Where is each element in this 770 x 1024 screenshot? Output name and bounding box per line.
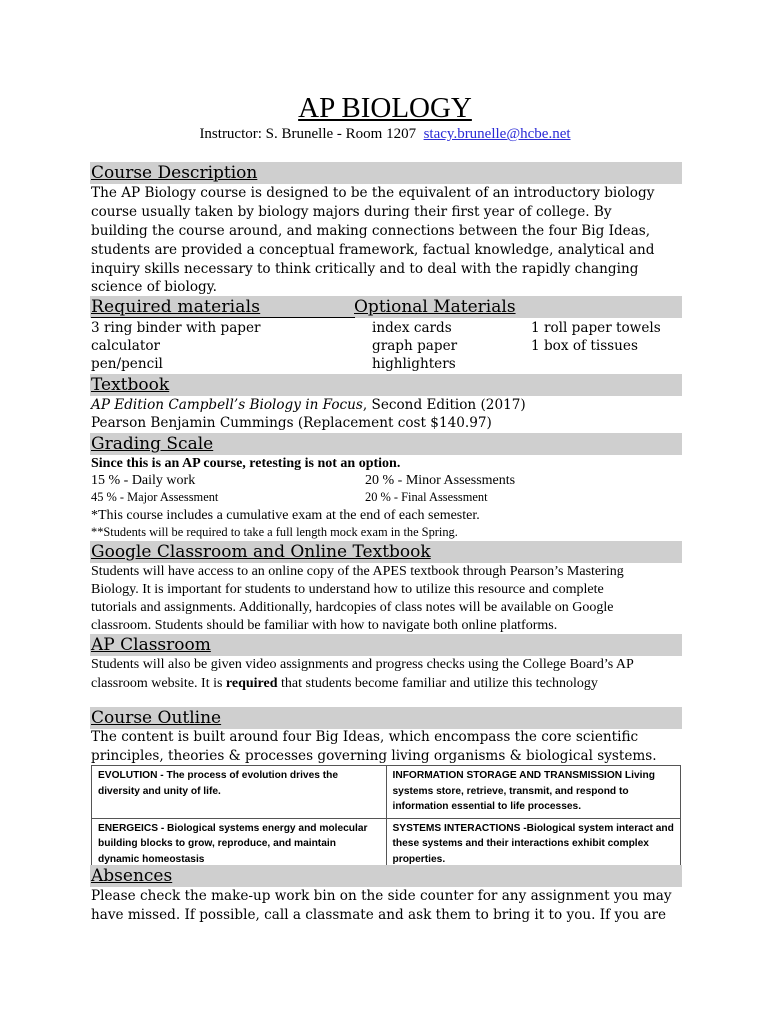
- ap-classroom-text: that students become familiar and utilize this technology: [277, 676, 598, 691]
- instructor-email-link[interactable]: stacy.brunelle@hcbe.net: [423, 126, 571, 142]
- ap-classroom-heading: AP Classroom: [91, 635, 211, 655]
- google-classroom-line: tutorials and assignments. Additionally, hardcopies of class notes will be available on Google: [91, 600, 614, 615]
- course-description-line: The AP Biology course is designed to be the equivalent of an introductory biology: [91, 185, 655, 201]
- grading-heading: Grading Scale: [91, 434, 214, 454]
- grading-notice: Since this is an AP course, retesting is not an option.: [91, 456, 401, 471]
- textbook-heading: Textbook: [91, 375, 170, 395]
- optional-item: highlighters: [372, 356, 456, 372]
- ap-classroom-line: [91, 676, 598, 692]
- grading-note: **Students will be required to take a full length mock exam in the Spring.: [91, 525, 458, 539]
- big-idea-cell: EVOLUTION - The process of evolution drives the diversity and unity of life.: [92, 766, 387, 819]
- big-ideas-table: [91, 765, 681, 871]
- page-title: AP BIOLOGY: [298, 92, 472, 124]
- required-item: calculator: [91, 338, 161, 354]
- grading-note: *This course includes a cumulative exam at the end of each semester.: [91, 508, 480, 523]
- course-description-line: science of biology.: [91, 279, 217, 295]
- optional-item: 1 roll paper towels: [531, 320, 661, 336]
- google-classroom-heading: Google Classroom and Online Textbook: [91, 542, 431, 562]
- optional-item: 1 box of tissues: [531, 338, 638, 354]
- course-description-line: inquiry skills necessary to think critically and to deal with the rapidly changing: [91, 261, 639, 277]
- big-idea-cell: SYSTEMS INTERACTIONS -Biological system interact and these systems and their interactions exhibit complex properties.: [386, 818, 681, 871]
- course-description-line: course usually taken by biology majors during their first year of college. By: [91, 204, 612, 220]
- instructor-text: Instructor: S. Brunelle - Room 1207: [199, 126, 417, 142]
- required-materials-heading: Required materials: [91, 297, 261, 317]
- optional-item: graph paper: [372, 338, 458, 354]
- grading-item: 45 % - Major Assessment: [91, 490, 219, 504]
- course-description-line: building the course around, and making connections between the four Big Ideas,: [91, 223, 651, 239]
- google-classroom-line: classroom. Students should be familiar with how to navigate both online platforms.: [91, 618, 558, 633]
- ap-classroom-line: Students will also be given video assignments and progress checks using the College Board’s AP: [91, 657, 634, 672]
- optional-materials-heading: Optional Materials: [354, 297, 516, 317]
- course-description-line: students are provided a conceptual framework, factual knowledge, analytical and: [91, 242, 655, 258]
- grading-item: 20 % - Minor Assessments: [365, 473, 516, 488]
- big-idea-cell: ENERGEICS - Biological systems energy and molecular building blocks to grow, reproduce, and maintain dynamic homeostasis: [92, 818, 387, 871]
- course-description-heading: Course Description: [91, 163, 258, 183]
- absences-line: Please check the make-up work bin on the side counter for any assignment you may: [91, 888, 672, 904]
- ap-classroom-text: classroom website. It is: [91, 676, 226, 691]
- big-idea-cell: INFORMATION STORAGE AND TRANSMISSION Living systems store, retrieve, transmit, and respond to information essential to life processes.: [386, 766, 681, 819]
- grading-item: 15 % - Daily work: [91, 473, 196, 488]
- absences-heading: Absences: [91, 866, 173, 886]
- absences-line: have missed. If possible, call a classmate and ask them to bring it to you. If you are: [91, 907, 667, 923]
- google-classroom-line: Students will have access to an online copy of the APES textbook through Pearson’s Mastering: [91, 564, 624, 579]
- textbook-edition: , Second Edition (2017): [362, 397, 526, 413]
- required-item: 3 ring binder with paper: [91, 320, 261, 336]
- absences-bar: [90, 865, 682, 887]
- instructor-line: [0, 126, 770, 143]
- textbook-title-line: [91, 397, 526, 413]
- course-outline-line: The content is built around four Big Ideas, which encompass the core scientific: [91, 729, 639, 745]
- textbook-title: AP Edition Campbell’s Biology in Focus: [91, 397, 363, 413]
- google-classroom-line: Biology. It is important for students to understand how to utilize this resource and complete: [91, 582, 604, 597]
- textbook-publisher: Pearson Benjamin Cummings (Replacement cost $140.97): [91, 415, 492, 431]
- ap-classroom-required: required: [225, 676, 278, 691]
- required-item: pen/pencil: [91, 356, 163, 372]
- course-outline-line: principles, theories & processes governing living organisms & biological systems.: [91, 748, 657, 764]
- required-materials-underline: [91, 317, 355, 318]
- textbook-bar: [90, 374, 682, 396]
- course-outline-heading: Course Outline: [91, 708, 222, 728]
- optional-item: index cards: [372, 320, 452, 336]
- grading-item: 20 % - Final Assessment: [365, 490, 488, 504]
